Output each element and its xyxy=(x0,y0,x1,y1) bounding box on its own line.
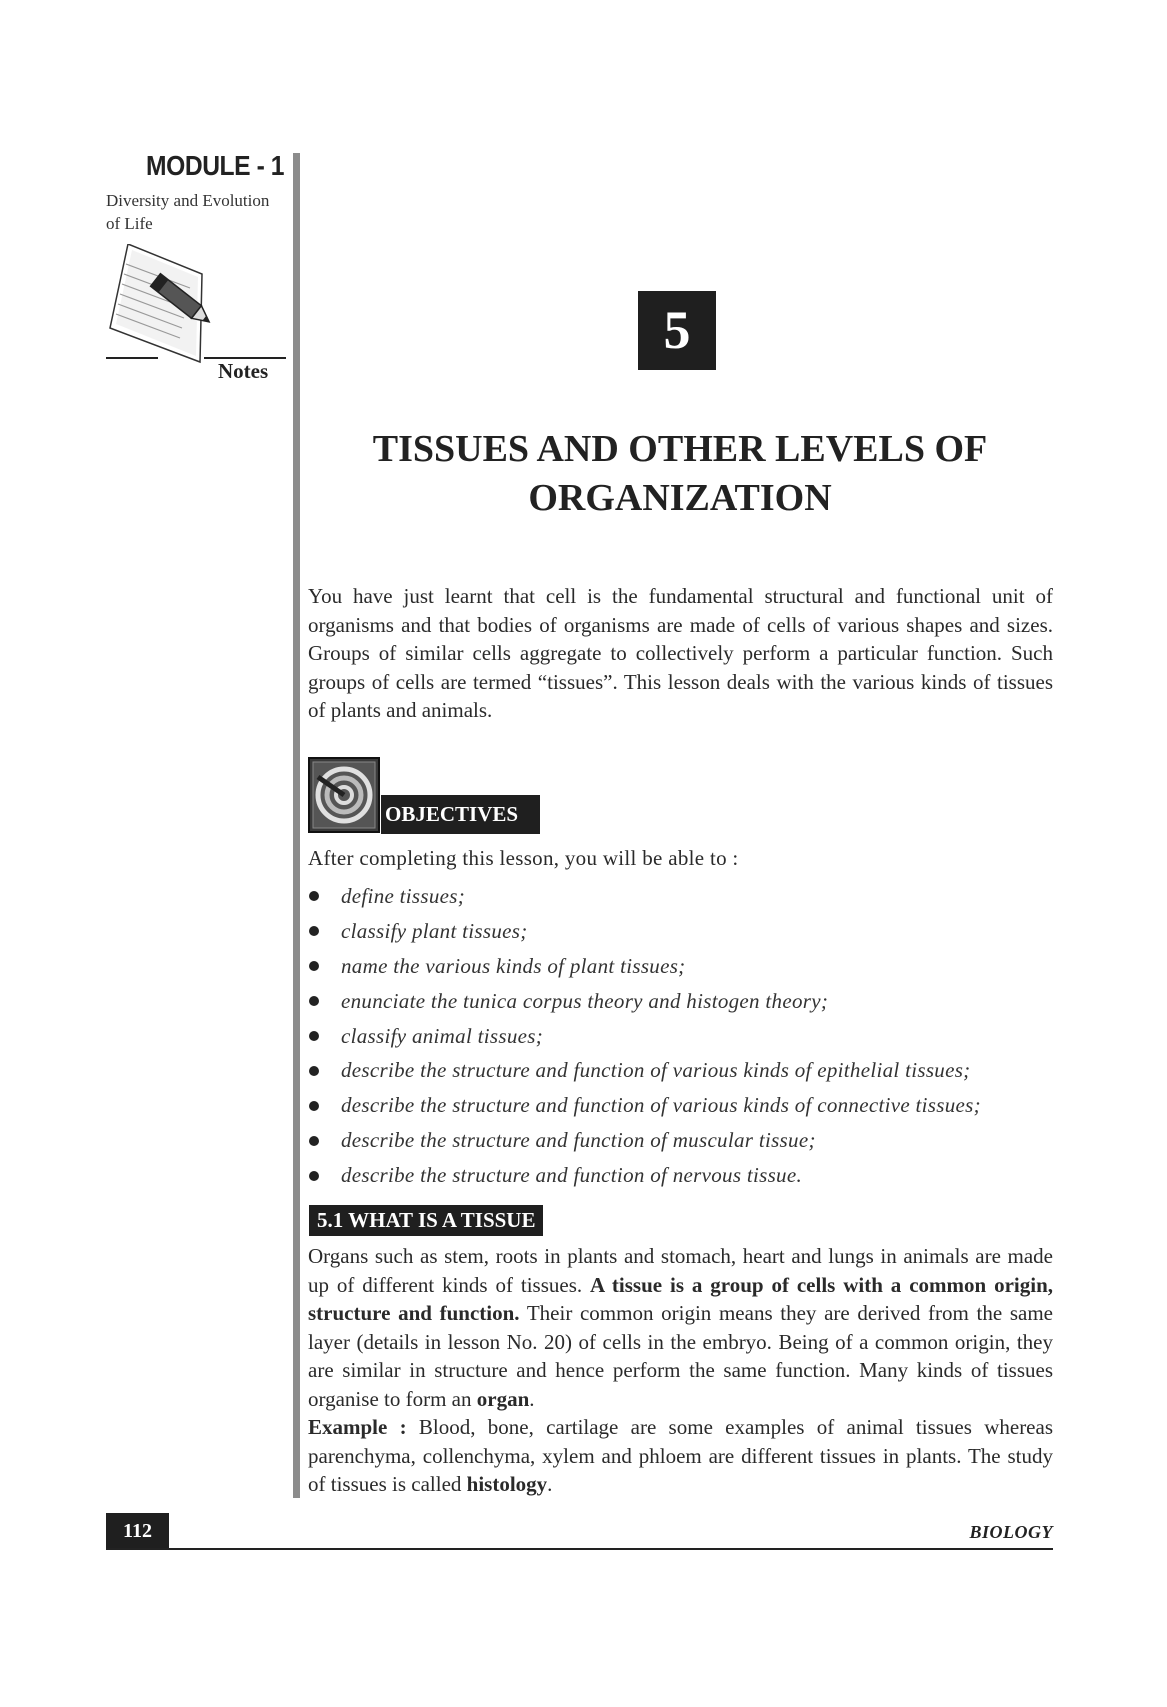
chapter-number: 5 xyxy=(638,291,716,370)
list-item: classify animal tissues; xyxy=(308,1019,981,1054)
chapter-title: TISSUES AND OTHER LEVELS OF ORGANIZATION xyxy=(372,428,988,519)
bullet-icon xyxy=(309,1031,319,1041)
list-item: describe the structure and function of various kinds of connective tissues; xyxy=(308,1088,981,1123)
list-item: define tissues; xyxy=(308,879,981,914)
footer-rule xyxy=(106,1548,1053,1550)
module-title: MODULE - 1 xyxy=(146,150,284,181)
margin-rule xyxy=(293,153,300,1498)
bullet-icon xyxy=(309,961,319,971)
list-item: name the various kinds of plant tissues; xyxy=(308,949,981,984)
objectives-list xyxy=(308,879,981,1193)
notes-label: Notes xyxy=(218,359,269,383)
bullet-icon xyxy=(309,1136,319,1146)
list-item: describe the structure and function of various kinds of epithelial tissues; xyxy=(308,1053,981,1088)
intro-paragraph: You have just learnt that cell is the fundamental structural and functional unit of organisms and that bodies of organisms are made of cells of various shapes and sizes. Groups of similar cells aggregate to collectively perform a particular function. Such groups of cells are termed “tissues”. This lesson deals with the various kinds of tissues of plants and animals. xyxy=(308,584,1053,722)
target-icon xyxy=(308,757,380,833)
list-item: describe the structure and function of nervous tissue. xyxy=(308,1158,981,1193)
section-paragraph-1: Organs such as stem, roots in plants and stomach, heart and lungs in animals are made up of different kinds of tissues. A tissue is a group of cells with a common origin, structure and function. Their common origin means they are derived from the same layer (details in lesson No. 20) of cells in the embryo. Being of a common origin, they are similar in structure and hence perform the same function. Many kinds of tissues organise to form an organ. xyxy=(308,1244,1053,1411)
objectives-label: OBJECTIVES xyxy=(381,795,540,834)
bullet-icon xyxy=(309,1066,319,1076)
bullet-icon xyxy=(309,891,319,901)
bullet-icon xyxy=(309,996,319,1006)
objectives-lead: After completing this lesson, you will be able to : xyxy=(308,846,739,870)
bullet-icon xyxy=(309,1171,319,1181)
page-number: 112 xyxy=(106,1513,169,1550)
section-paragraph-2: Example : Blood, bone, cartilage are some examples of animal tissues whereas parenchyma, collenchyma, xylem and phloem are different tissues in plants. The study of tissues is called histology. xyxy=(308,1415,1053,1496)
footer-subject: BIOLOGY xyxy=(969,1522,1053,1542)
list-item: describe the structure and function of muscular tissue; xyxy=(308,1123,981,1158)
bullet-icon xyxy=(309,1101,319,1111)
list-item: classify plant tissues; xyxy=(308,914,981,949)
module-subtitle: Diversity and Evolution of Life xyxy=(106,191,270,233)
list-item: enunciate the tunica corpus theory and histogen theory; xyxy=(308,984,981,1019)
bullet-icon xyxy=(309,926,319,936)
notes-pencil-icon xyxy=(106,244,286,374)
section-heading: 5.1 WHAT IS A TISSUE xyxy=(309,1205,543,1236)
